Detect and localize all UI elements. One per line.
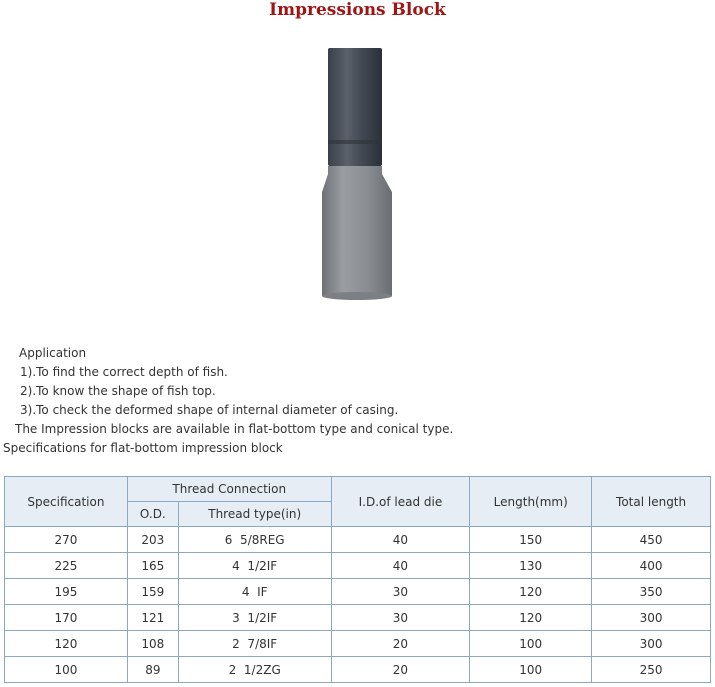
header-total-length: Total length: [592, 477, 711, 527]
cell-thread-type: 2 7/8IF: [178, 631, 331, 657]
spec-caption: Specifications for flat-bottom impression block: [3, 441, 283, 455]
cell-od: 159: [127, 579, 178, 605]
header-id-lead-die: I.D.of lead die: [331, 477, 470, 527]
impression-block-photo: [318, 46, 398, 302]
availability-note: The Impression blocks are available in flat-bottom type and conical type.: [15, 422, 454, 436]
header-thread-type: Thread type(in): [178, 502, 331, 527]
cell-thread-type: 2 1/2ZG: [178, 657, 331, 683]
cell-total-length: 400: [592, 553, 711, 579]
spec-table: [4, 476, 711, 683]
cell-od: 121: [127, 605, 178, 631]
cell-total-length: 250: [592, 657, 711, 683]
table-row: [5, 527, 711, 553]
table-row: [5, 657, 711, 683]
cell-length: 100: [470, 657, 592, 683]
cell-specification: 270: [5, 527, 128, 553]
cell-id-lead-die: 30: [331, 579, 470, 605]
cell-od: 89: [127, 657, 178, 683]
cell-od: 165: [127, 553, 178, 579]
header-length: Length(mm): [470, 477, 592, 527]
table-row: [5, 631, 711, 657]
table-row: [5, 553, 711, 579]
cell-specification: 100: [5, 657, 128, 683]
header-specification: Specification: [5, 477, 128, 527]
table-row: [5, 579, 711, 605]
cell-total-length: 300: [592, 631, 711, 657]
cell-od: 108: [127, 631, 178, 657]
cell-specification: 225: [5, 553, 128, 579]
cell-total-length: 350: [592, 579, 711, 605]
cell-thread-type: 3 1/2IF: [178, 605, 331, 631]
cell-length: 120: [470, 579, 592, 605]
cell-total-length: 450: [592, 527, 711, 553]
application-item: 3).To check the deformed shape of internal diameter of casing.: [20, 403, 399, 417]
page-title: Impressions Block: [269, 0, 446, 20]
cell-length: 100: [470, 631, 592, 657]
cell-length: 120: [470, 605, 592, 631]
application-item: 2).To know the shape of fish top.: [20, 384, 216, 398]
cell-specification: 170: [5, 605, 128, 631]
cell-id-lead-die: 20: [331, 657, 470, 683]
cell-id-lead-die: 40: [331, 527, 470, 553]
header-thread-connection: Thread Connection: [127, 477, 331, 502]
cell-thread-type: 4 1/2IF: [178, 553, 331, 579]
cell-od: 203: [127, 527, 178, 553]
cell-id-lead-die: 30: [331, 605, 470, 631]
cell-length: 130: [470, 553, 592, 579]
cell-id-lead-die: 40: [331, 553, 470, 579]
application-heading: Application: [19, 346, 87, 360]
cell-specification: 120: [5, 631, 128, 657]
table-row: [5, 605, 711, 631]
application-item: 1).To find the correct depth of fish.: [20, 365, 228, 379]
cell-thread-type: 6 5/8REG: [178, 527, 331, 553]
header-od: O.D.: [127, 502, 178, 527]
cell-total-length: 300: [592, 605, 711, 631]
cell-thread-type: 4 IF: [178, 579, 331, 605]
cell-specification: 195: [5, 579, 128, 605]
cell-length: 150: [470, 527, 592, 553]
cell-id-lead-die: 20: [331, 631, 470, 657]
description: [3, 344, 453, 458]
